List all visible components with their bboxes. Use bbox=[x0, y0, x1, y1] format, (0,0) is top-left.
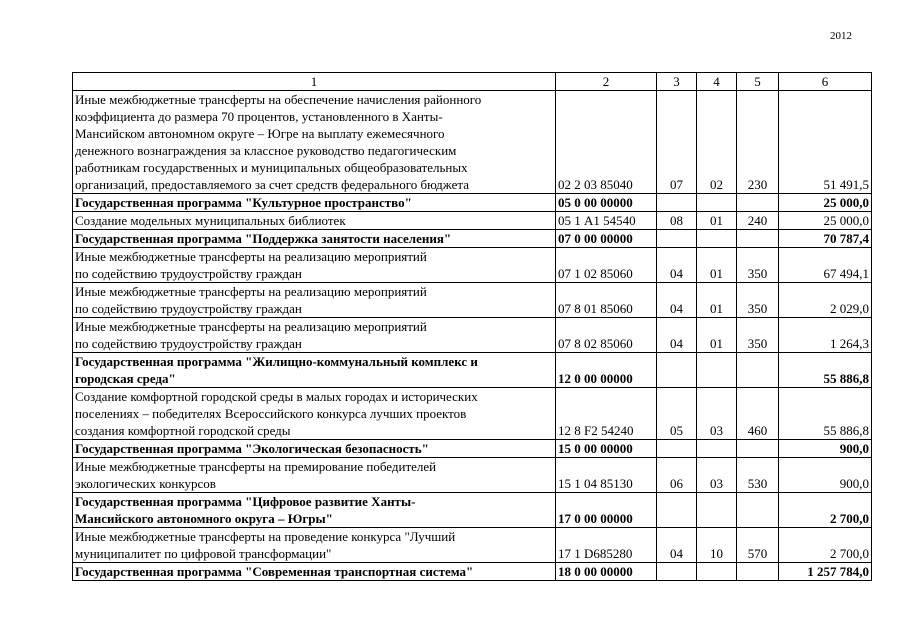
row-name-line: Государственная программа "Цифровое развитие Ханты- bbox=[75, 494, 416, 509]
program-row bbox=[73, 230, 872, 248]
row-subsection: 01 bbox=[697, 248, 737, 283]
row-subsection: 01 bbox=[697, 283, 737, 318]
row-name bbox=[73, 353, 556, 388]
row-code: 07 0 00 00000 bbox=[556, 230, 657, 248]
row-name-line: создания комфортной городской среды bbox=[75, 423, 291, 438]
row-name bbox=[73, 388, 556, 440]
row-name-line: Государственная программа "Современная транспортная система" bbox=[75, 564, 474, 579]
row-section bbox=[657, 440, 697, 458]
row-code: 15 1 04 85130 bbox=[556, 458, 657, 493]
row-amount: 1 257 784,0 bbox=[779, 563, 872, 581]
row-name-line: Иные межбюджетные трансферты на реализацию мероприятий bbox=[75, 319, 427, 334]
row-expense-type bbox=[737, 493, 779, 528]
row-name-line: муниципалитет по цифровой трансформации" bbox=[75, 546, 332, 561]
row-name-line: Государственная программа "Культурное пространство" bbox=[75, 195, 412, 210]
row-expense-type: 570 bbox=[737, 528, 779, 563]
row-name-line: городская среда" bbox=[75, 371, 176, 386]
row-name bbox=[73, 212, 556, 230]
row-amount: 55 886,8 bbox=[779, 388, 872, 440]
row-name bbox=[73, 318, 556, 353]
row-name-line: Мансийском автономном округе – Югре на выплату ежемесячного bbox=[75, 126, 445, 141]
row-name bbox=[73, 283, 556, 318]
row-name-line: Создание комфортной городской среды в малых городах и исторических bbox=[75, 389, 478, 404]
row-expense-type bbox=[737, 440, 779, 458]
row-section: 08 bbox=[657, 212, 697, 230]
row-section: 06 bbox=[657, 458, 697, 493]
row-name bbox=[73, 493, 556, 528]
row-code: 17 0 00 00000 bbox=[556, 493, 657, 528]
row-amount: 70 787,4 bbox=[779, 230, 872, 248]
table-row bbox=[73, 388, 872, 440]
table-row bbox=[73, 91, 872, 194]
row-name bbox=[73, 230, 556, 248]
row-name-line: Государственная программа "Жилищно-коммунальный комплекс и bbox=[75, 354, 478, 369]
row-amount: 2 029,0 bbox=[779, 283, 872, 318]
row-name-line: Иные межбюджетные трансферты на реализацию мероприятий bbox=[75, 249, 427, 264]
row-section bbox=[657, 493, 697, 528]
row-subsection: 10 bbox=[697, 528, 737, 563]
program-row bbox=[73, 440, 872, 458]
row-code: 17 1 D685280 bbox=[556, 528, 657, 563]
row-expense-type bbox=[737, 563, 779, 581]
row-name bbox=[73, 440, 556, 458]
row-name-line: работникам государственных и муниципальных общеобразовательных bbox=[75, 160, 468, 175]
row-section: 07 bbox=[657, 91, 697, 194]
row-name-line: Иные межбюджетные трансферты на реализацию мероприятий bbox=[75, 284, 427, 299]
row-expense-type: 230 bbox=[737, 91, 779, 194]
row-name-line: поселениях – победителях Всероссийского конкурса лучших проектов bbox=[75, 406, 467, 421]
row-amount: 900,0 bbox=[779, 440, 872, 458]
page-number: 2012 bbox=[830, 30, 852, 42]
row-expense-type bbox=[737, 230, 779, 248]
table-row bbox=[73, 248, 872, 283]
table-row bbox=[73, 283, 872, 318]
row-expense-type bbox=[737, 353, 779, 388]
row-section: 04 bbox=[657, 528, 697, 563]
row-amount: 900,0 bbox=[779, 458, 872, 493]
row-code: 15 0 00 00000 bbox=[556, 440, 657, 458]
table-row bbox=[73, 528, 872, 563]
row-name bbox=[73, 194, 556, 212]
row-amount: 2 700,0 bbox=[779, 528, 872, 563]
row-code: 05 1 А1 54540 bbox=[556, 212, 657, 230]
row-expense-type: 460 bbox=[737, 388, 779, 440]
row-name bbox=[73, 458, 556, 493]
row-name-line: Государственная программа "Поддержка занятости населения" bbox=[75, 231, 452, 246]
table-header-row bbox=[73, 73, 872, 91]
row-amount: 51 491,5 bbox=[779, 91, 872, 194]
row-section bbox=[657, 194, 697, 212]
program-row bbox=[73, 563, 872, 581]
row-section bbox=[657, 353, 697, 388]
row-name bbox=[73, 91, 556, 194]
row-code: 12 8 F2 54240 bbox=[556, 388, 657, 440]
row-expense-type: 350 bbox=[737, 283, 779, 318]
row-section: 04 bbox=[657, 318, 697, 353]
column-header: 3 bbox=[657, 73, 697, 91]
row-subsection bbox=[697, 440, 737, 458]
row-expense-type: 350 bbox=[737, 248, 779, 283]
row-amount: 1 264,3 bbox=[779, 318, 872, 353]
row-amount: 55 886,8 bbox=[779, 353, 872, 388]
row-expense-type: 240 bbox=[737, 212, 779, 230]
row-name-line: организаций, предоставляемого за счет средств федерального бюджета bbox=[75, 177, 469, 192]
row-name bbox=[73, 248, 556, 283]
row-section bbox=[657, 230, 697, 248]
row-expense-type: 530 bbox=[737, 458, 779, 493]
program-row bbox=[73, 353, 872, 388]
row-name-line: коэффициента до размера 70 процентов, установленного в Ханты- bbox=[75, 109, 443, 124]
row-name-line: денежного вознаграждения за классное руководство педагогическим bbox=[75, 143, 457, 158]
row-name-line: Иные межбюджетные трансферты на обеспечение начисления районного bbox=[75, 92, 482, 107]
table-row bbox=[73, 318, 872, 353]
row-amount: 25 000,0 bbox=[779, 212, 872, 230]
row-name-line: по содействию трудоустройству граждан bbox=[75, 336, 302, 351]
row-subsection: 03 bbox=[697, 388, 737, 440]
row-section bbox=[657, 563, 697, 581]
row-amount: 67 494,1 bbox=[779, 248, 872, 283]
row-name-line: Иные межбюджетные трансферты на премирование победителей bbox=[75, 459, 437, 474]
row-amount: 25 000,0 bbox=[779, 194, 872, 212]
row-code: 07 8 01 85060 bbox=[556, 283, 657, 318]
row-name bbox=[73, 563, 556, 581]
row-code: 02 2 03 85040 bbox=[556, 91, 657, 194]
row-code: 07 1 02 85060 bbox=[556, 248, 657, 283]
program-row bbox=[73, 493, 872, 528]
row-subsection: 01 bbox=[697, 318, 737, 353]
row-name bbox=[73, 528, 556, 563]
row-amount: 2 700,0 bbox=[779, 493, 872, 528]
row-code: 18 0 00 00000 bbox=[556, 563, 657, 581]
row-code: 12 0 00 00000 bbox=[556, 353, 657, 388]
row-subsection bbox=[697, 493, 737, 528]
row-name-line: экологических конкурсов bbox=[75, 476, 216, 491]
row-subsection bbox=[697, 194, 737, 212]
row-name-line: Иные межбюджетные трансферты на проведение конкурса "Лучший bbox=[75, 529, 456, 544]
row-subsection: 03 bbox=[697, 458, 737, 493]
table-body bbox=[73, 73, 872, 581]
row-name-line: Мансийского автономного округа – Югры" bbox=[75, 511, 333, 526]
column-header: 4 bbox=[697, 73, 737, 91]
row-subsection: 01 bbox=[697, 212, 737, 230]
column-header: 2 bbox=[556, 73, 657, 91]
row-subsection: 02 bbox=[697, 91, 737, 194]
row-name-line: Создание модельных муниципальных библиотек bbox=[75, 213, 346, 228]
table-row bbox=[73, 458, 872, 493]
row-subsection bbox=[697, 563, 737, 581]
program-row bbox=[73, 194, 872, 212]
budget-table bbox=[72, 72, 872, 581]
row-expense-type: 350 bbox=[737, 318, 779, 353]
row-subsection bbox=[697, 230, 737, 248]
table-row bbox=[73, 212, 872, 230]
row-name-line: по содействию трудоустройству граждан bbox=[75, 266, 302, 281]
row-code: 07 8 02 85060 bbox=[556, 318, 657, 353]
row-code: 05 0 00 00000 bbox=[556, 194, 657, 212]
column-header: 6 bbox=[779, 73, 872, 91]
column-header: 5 bbox=[737, 73, 779, 91]
row-section: 05 bbox=[657, 388, 697, 440]
row-name-line: Государственная программа "Экологическая безопасность" bbox=[75, 441, 429, 456]
row-expense-type bbox=[737, 194, 779, 212]
row-section: 04 bbox=[657, 283, 697, 318]
row-section: 04 bbox=[657, 248, 697, 283]
row-name-line: по содействию трудоустройству граждан bbox=[75, 301, 302, 316]
column-header: 1 bbox=[73, 73, 556, 91]
row-subsection bbox=[697, 353, 737, 388]
